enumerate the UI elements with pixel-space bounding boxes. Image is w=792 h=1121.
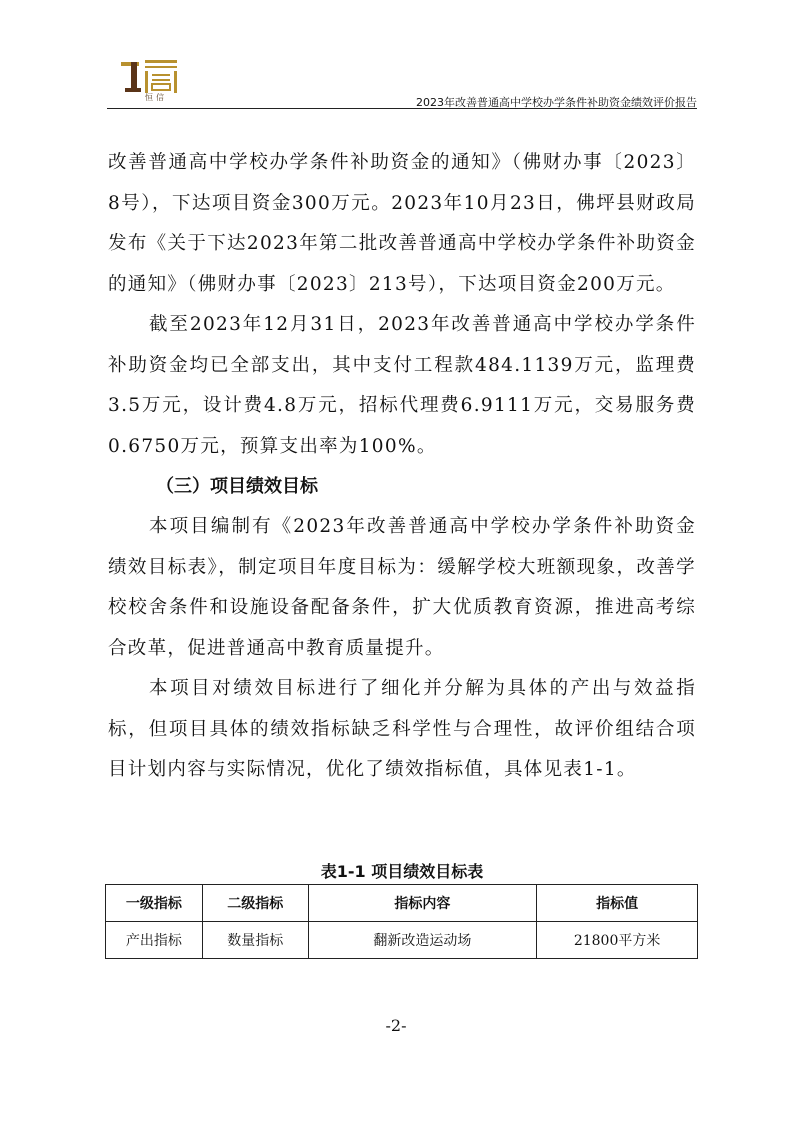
paragraph-indicators: 本项目对绩效目标进行了细化并分解为具体的产出与效益指标，但项目具体的绩效指标缺乏科学性与合理性，故评价组结合项目计划内容与实际情况，优化了绩效指标值，具体见表1-1。 <box>108 678 696 780</box>
table-row <box>106 922 698 959</box>
section-heading-performance-goals: （三）项目绩效目标 <box>156 476 318 497</box>
header-level1: 一级指标 <box>106 885 203 922</box>
report-body <box>108 143 696 791</box>
header-divider <box>107 108 697 109</box>
header-content: 指标内容 <box>308 885 537 922</box>
table-cell: 数量指标 <box>202 922 308 959</box>
page-number: -2- <box>385 1016 407 1035</box>
table-cell: 翻新改造运动场 <box>308 922 537 959</box>
paragraph-expenditure: 截至2023年12月31日，2023年改善普通高中学校办学条件补助资金均已全部支出，其中支付工程款484.1139万元，监理费3.5万元，设计费4.8万元，招标代理费6.9111万元，交易服务费0.6750万元，预算支出率为100%。 <box>108 314 696 457</box>
paragraph-goals: 本项目编制有《2023年改善普通高中学校办学条件补助资金绩效目标表》，制定项目年度目标为：缓解学校大班额现象，改善学校校舍条件和设施设备配备条件，扩大优质教育资源，推进高考综合改革，促进普通高中教育质量提升。 <box>108 516 696 659</box>
table-cell: 21800平方米 <box>537 922 698 959</box>
table-cell: 产出指标 <box>106 922 203 959</box>
page-header <box>107 52 697 108</box>
paragraph-funding-notice: 改善普通高中学校办学条件补助资金的通知》（佛财办事〔2023〕8号），下达项目资金300万元。2023年10月23日，佛坪县财政局发布《关于下达2023年第二批改善普通高中学校办学条件补助资金的通知》（佛财办事〔2023〕213号），下达项目资金200万元。 <box>108 152 696 295</box>
performance-goals-table <box>105 884 698 959</box>
table-header-row <box>106 885 698 922</box>
logo-text: 恒信 <box>145 93 167 102</box>
table-caption: 表1-1 项目绩效目标表 <box>320 862 484 881</box>
header-level2: 二级指标 <box>202 885 308 922</box>
header-value: 指标值 <box>537 885 698 922</box>
report-title: 2023年改善普通高中学校办学条件补助资金绩效评价报告 <box>416 96 697 109</box>
